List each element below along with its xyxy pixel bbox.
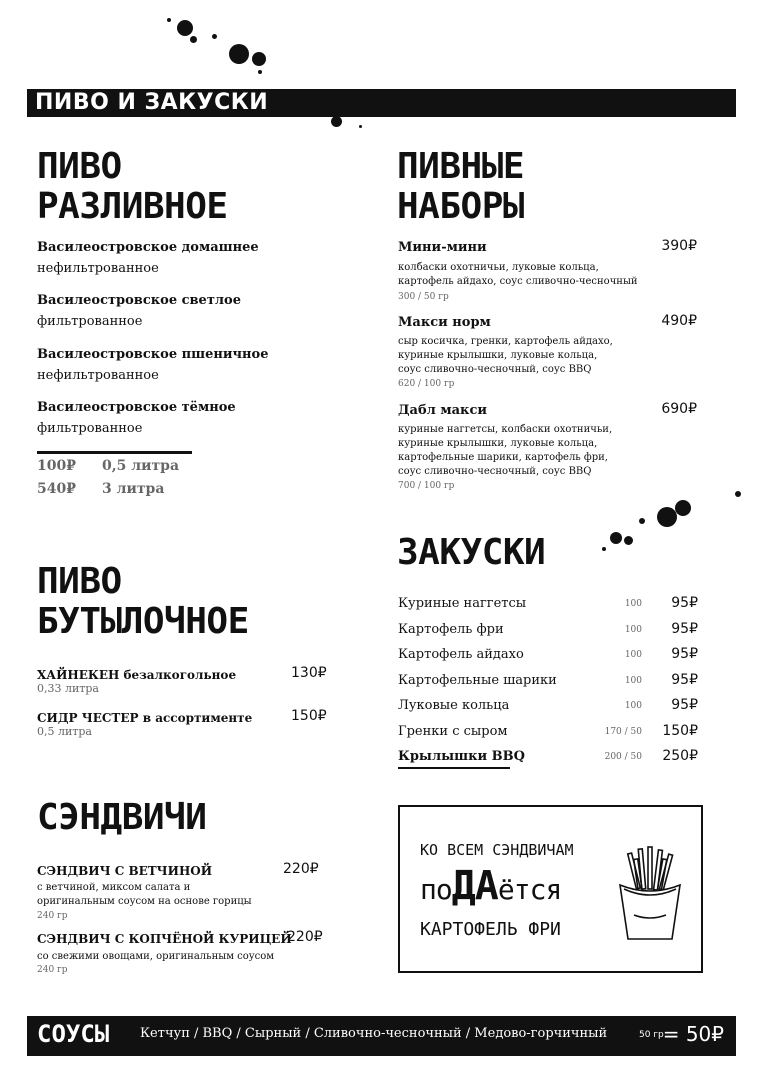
- ink-blot: [177, 20, 193, 36]
- snack-row: [398, 749, 698, 769]
- draft-item-sub: фильтрованное: [37, 314, 143, 329]
- sandwich-name: СЭНДВИЧ С ВЕТЧИНОЙ: [37, 864, 213, 878]
- set-desc: куриные наггетсы, колбаски охотничьи,: [398, 424, 613, 435]
- draft-item-name: Василеостровское домашнее: [37, 240, 259, 255]
- ink-blot: [212, 34, 217, 39]
- snack-weight: 200 / 50: [604, 752, 642, 762]
- ink-blot: [639, 518, 645, 524]
- promo-line2: [420, 863, 561, 909]
- draft-item-sub: фильтрованное: [37, 421, 143, 436]
- sauces-weight: 50 гр: [639, 1030, 664, 1040]
- sandwich-weight: 240 гр: [37, 965, 68, 975]
- ink-blot: [735, 491, 741, 497]
- bottled-beer-section: [37, 562, 249, 642]
- ink-blot: [624, 536, 633, 545]
- ink-blot: [675, 500, 691, 516]
- promo-line2-pre: по: [420, 873, 452, 906]
- set-desc: соус сливочно-чесночный, соус BBQ: [398, 364, 592, 375]
- set-price: 690₽: [661, 401, 697, 417]
- sauces-bar: [27, 1016, 736, 1056]
- divider: [37, 451, 192, 454]
- bottled-item-sub: 0,5 литра: [37, 725, 92, 738]
- set-desc: картофельные шарики, картофель фри,: [398, 452, 608, 463]
- snack-name: Куриные наггетсы: [398, 596, 527, 611]
- set-desc: картофель айдахо, соус сливочно-чесночный: [398, 276, 638, 287]
- page-title: ПИВО И ЗАКУСКИ: [35, 90, 269, 115]
- snack-weight: 100: [624, 676, 642, 686]
- draft-item-sub: нефильтрованное: [37, 261, 159, 276]
- ink-blot: [610, 532, 622, 544]
- underline: [398, 767, 510, 769]
- snack-price: 250₽: [662, 748, 698, 764]
- promo-line2-post: ётся: [497, 873, 562, 906]
- sandwich-desc: оригинальным соусом на основе горицы: [37, 896, 252, 907]
- ink-blot: [258, 70, 262, 74]
- snack-price: 150₽: [662, 723, 698, 739]
- bottled-item-price: 150₽: [291, 708, 327, 724]
- promo-box: [398, 805, 703, 973]
- set-desc: куриные крылышки, луковые кольца,: [398, 438, 598, 449]
- draft-item-sub: нефильтрованное: [37, 368, 159, 383]
- snack-price: 95₽: [671, 646, 698, 662]
- snack-row: [398, 698, 698, 718]
- set-desc: куриные крылышки, луковые кольца,: [398, 350, 598, 361]
- snacks-title: ЗАКУСКИ: [397, 532, 546, 573]
- promo-line1: КО ВСЕМ СЭНДВИЧАМ: [420, 841, 574, 859]
- snack-name: Крылышки BBQ: [398, 749, 525, 764]
- snack-weight: 100: [624, 701, 642, 711]
- bottled-title-line2: БУТЫЛОЧНОЕ: [37, 601, 249, 642]
- ink-blot: [252, 52, 266, 66]
- set-desc: сыр косичка, гренки, картофель айдахо,: [398, 336, 613, 347]
- snack-weight: 100: [624, 599, 642, 609]
- sauces-title: СОУСЫ: [37, 1020, 110, 1048]
- draft-beer-section: [37, 147, 228, 227]
- bottled-item-name: СИДР ЧЕСТЕР в ассортименте: [37, 711, 253, 725]
- ink-blot: [167, 18, 171, 22]
- promo-line3: КАРТОФЕЛЬ ФРИ: [420, 919, 561, 940]
- draft-item: [37, 293, 241, 330]
- draft-item: [37, 240, 259, 277]
- sauces-list: Кетчуп / BBQ / Сырный / Сливочно-чесночный / Медово-горчичный: [140, 1026, 608, 1041]
- ink-blot: [190, 36, 197, 43]
- snack-price: 95₽: [671, 697, 698, 713]
- beer-sets-section: [397, 147, 524, 227]
- set-weight: 620 / 100 гр: [398, 379, 455, 389]
- snack-name: Картофельные шарики: [398, 673, 557, 688]
- ink-blot: [331, 116, 342, 127]
- draft-item-name: Василеостровское светлое: [37, 293, 241, 308]
- snack-name: Картофель фри: [398, 622, 504, 637]
- sandwich-price: 220₽: [283, 861, 319, 877]
- promo-line2-big: ДА: [451, 863, 498, 909]
- draft-title-line1: ПИВО: [37, 146, 122, 187]
- snack-weight: 100: [624, 650, 642, 660]
- sandwich-weight: 240 гр: [37, 911, 68, 921]
- snack-weight: 100: [624, 625, 642, 635]
- snack-price: 95₽: [671, 621, 698, 637]
- bottled-item-sub: 0,33 литра: [37, 682, 99, 695]
- sandwich-name: СЭНДВИЧ С КОПЧЁНОЙ КУРИЦЕЙ: [37, 932, 292, 946]
- bottled-item-price: 130₽: [291, 665, 327, 681]
- set-desc: соус сливочно-чесночный, соус BBQ: [398, 466, 592, 477]
- draft-item-name: Василеостровское тёмное: [37, 400, 236, 415]
- fries-icon: [614, 845, 686, 943]
- sandwiches-title: СЭНДВИЧИ: [37, 797, 207, 838]
- draft-item: [37, 347, 269, 384]
- snack-price: 95₽: [671, 595, 698, 611]
- ink-blot: [359, 125, 362, 128]
- draft-item: [37, 400, 236, 437]
- set-name: Макси норм: [398, 315, 491, 330]
- draft-title-line2: РАЗЛИВНОЕ: [37, 186, 228, 227]
- snack-name: Гренки с сыром: [398, 724, 508, 739]
- snack-name: Луковые кольца: [398, 698, 510, 713]
- sandwich-price: 220₽: [287, 929, 323, 945]
- snack-weight: 170 / 50: [604, 727, 642, 737]
- draft-volume: 3 литра: [102, 481, 165, 497]
- bottled-title-line1: ПИВО: [37, 561, 122, 602]
- set-price: 490₽: [661, 313, 697, 329]
- draft-item-name: Василеостровское пшеничное: [37, 347, 269, 362]
- snack-name: Картофель айдахо: [398, 647, 524, 662]
- set-price: 390₽: [661, 238, 697, 254]
- set-weight: 700 / 100 гр: [398, 481, 455, 491]
- snack-row: [398, 596, 698, 616]
- snack-price: 95₽: [671, 672, 698, 688]
- header-bar: [27, 89, 736, 117]
- sandwich-desc: со свежими овощами, оригинальным соусом: [37, 951, 275, 962]
- bottled-item-name: ХАЙНЕКЕН безалкогольное: [37, 668, 237, 682]
- set-name: Мини-мини: [398, 240, 487, 255]
- sauces-price: = 50₽: [662, 1022, 724, 1046]
- sets-title-line2: НАБОРЫ: [397, 186, 525, 227]
- snack-row: [398, 647, 698, 667]
- sets-title-line1: ПИВНЫЕ: [397, 146, 525, 187]
- ink-blot: [602, 547, 606, 551]
- snack-row: [398, 622, 698, 642]
- sandwich-desc: с ветчиной, миксом салата и: [37, 882, 191, 893]
- ink-blot: [657, 507, 677, 527]
- draft-price: 540₽: [37, 481, 76, 497]
- set-name: Дабл макси: [398, 403, 488, 418]
- draft-volume: 0,5 литра: [102, 458, 180, 474]
- ink-blot: [229, 44, 249, 64]
- set-weight: 300 / 50 гр: [398, 292, 449, 302]
- snack-row: [398, 673, 698, 693]
- snack-row: [398, 724, 698, 744]
- draft-price: 100₽: [37, 458, 76, 474]
- set-desc: колбаски охотничьи, луковые кольца,: [398, 262, 599, 273]
